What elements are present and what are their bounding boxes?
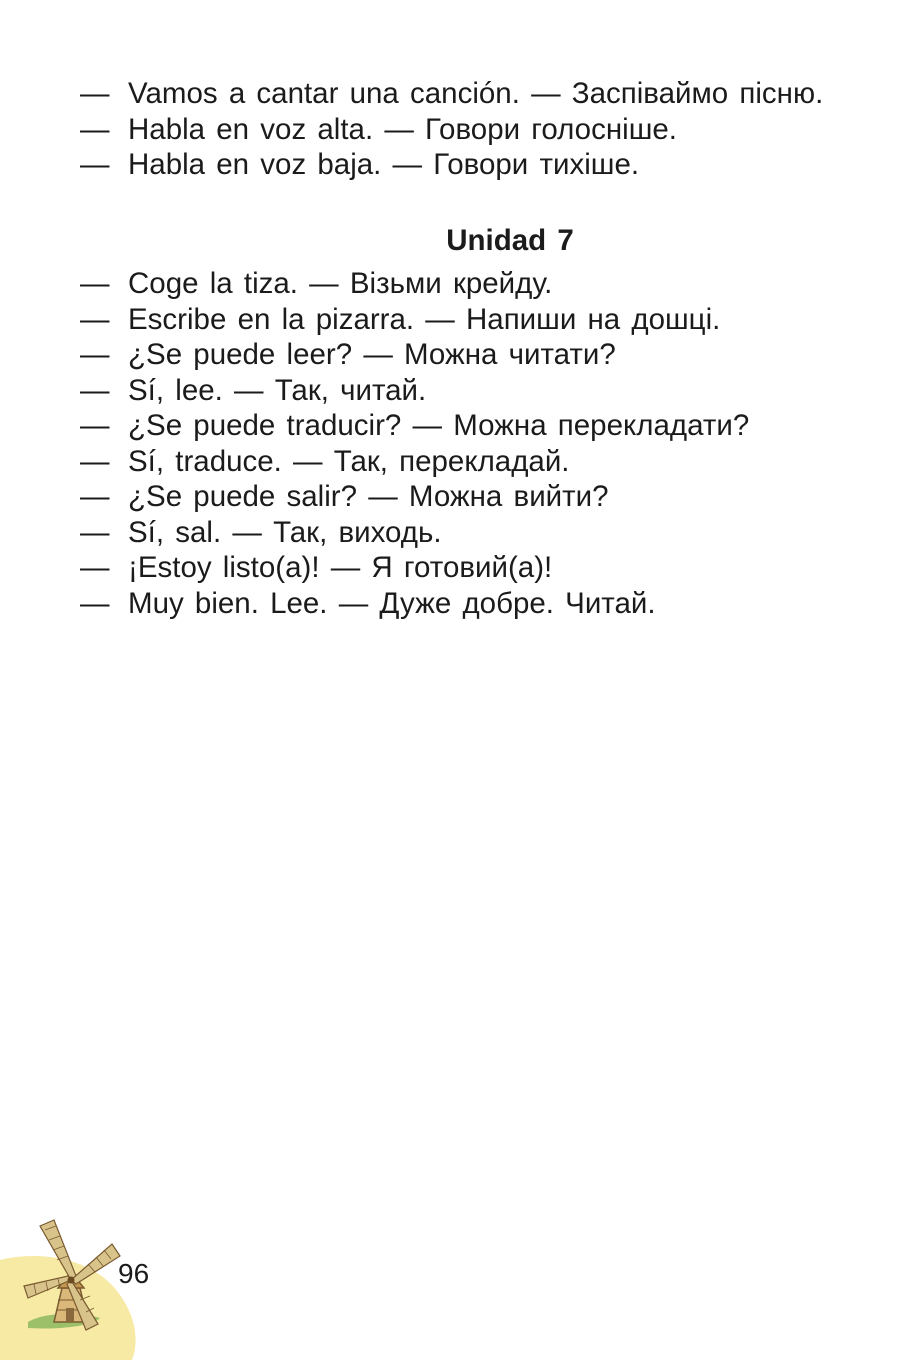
dash: — xyxy=(80,77,110,110)
phrase-text: ¿Se puede traducir? — Можна перекладати? xyxy=(128,409,750,442)
phrase-line xyxy=(80,112,860,148)
phrase-line xyxy=(80,147,860,183)
phrase-text: Sí, sal. — Так, виходь. xyxy=(128,515,442,549)
phrase-line xyxy=(80,550,860,586)
phrase-text: Vamos a cantar una canción. — Заспіваймо пісню. xyxy=(128,77,824,110)
phrase-text: ¿Se puede salir? — Можна вийти? xyxy=(128,480,609,513)
dash: — xyxy=(80,586,110,620)
dash: — xyxy=(80,338,110,371)
phrase-text: Habla en voz baja. — Говори тихіше. xyxy=(128,148,640,181)
section-heading: Unidad 7 xyxy=(446,223,574,257)
dash: — xyxy=(80,515,110,549)
phrase-line xyxy=(80,337,860,373)
phrase-line xyxy=(80,444,860,480)
dash: — xyxy=(80,302,110,336)
windmill-icon xyxy=(0,1200,180,1360)
phrase-line xyxy=(80,266,860,302)
phrase-line xyxy=(80,479,860,515)
dash: — xyxy=(80,551,110,584)
phrase-line xyxy=(80,302,860,338)
page-content xyxy=(80,76,860,621)
phrase-line xyxy=(80,373,860,409)
phrase-text: Habla en voz alta. — Говори голосніше. xyxy=(128,112,677,146)
dash: — xyxy=(80,112,110,146)
phrase-text: Muy bien. Lee. — Дуже добре. Читай. xyxy=(128,586,656,620)
phrase-line xyxy=(80,76,860,112)
dash: — xyxy=(80,480,110,513)
phrase-text: Sí, traduce. — Так, перекладай. xyxy=(128,444,570,478)
phrase-line xyxy=(80,515,860,551)
dash: — xyxy=(80,373,110,407)
dash: — xyxy=(80,148,110,181)
phrase-text: ¿Se puede leer? — Можна читати? xyxy=(128,338,616,371)
phrase-text: ¡Estoy listo(a)! — Я готовий(а)! xyxy=(128,551,553,584)
phrase-text: Sí, lee. — Так, читай. xyxy=(128,373,427,407)
phrase-text: Escribe en la pizarra. — Напиши на дошці. xyxy=(128,302,721,336)
phrase-text: Coge la tiza. — Візьми крейду. xyxy=(128,267,553,300)
dash: — xyxy=(80,267,110,300)
dash: — xyxy=(80,409,110,442)
phrase-line xyxy=(80,408,860,444)
dash: — xyxy=(80,444,110,478)
phrase-line xyxy=(80,586,860,622)
page-number: 96 xyxy=(118,1258,150,1289)
